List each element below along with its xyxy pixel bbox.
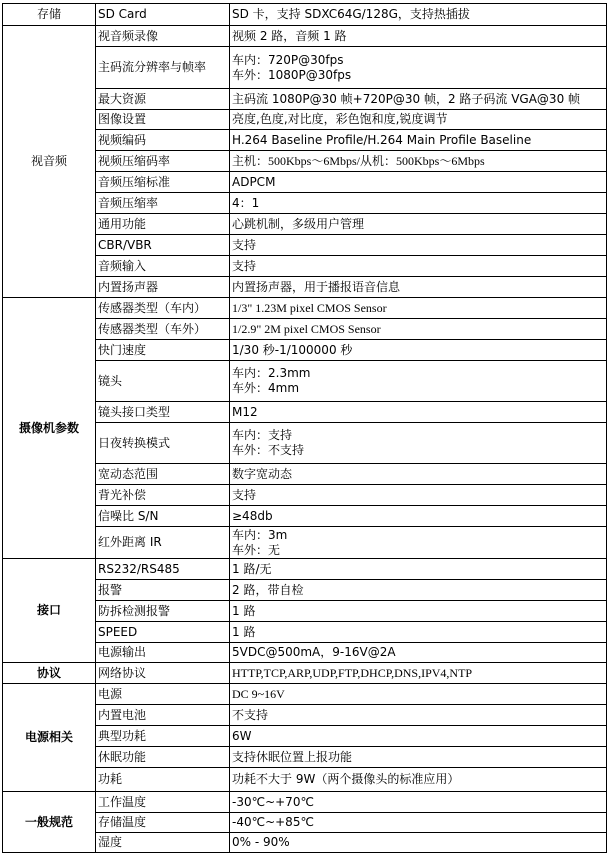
param-value-cell	[230, 130, 607, 151]
value-line: 视频 2 路，音频 1 路	[232, 28, 347, 43]
value-line: DC 9~16V	[232, 686, 285, 701]
param-name-cell: 报警	[96, 580, 230, 601]
param-name-cell: 休眠功能	[96, 747, 230, 768]
param-value-cell	[230, 151, 607, 172]
param-value-cell	[230, 256, 607, 277]
param-name-cell: 红外距离 IR	[96, 527, 230, 559]
param-value-cell	[230, 423, 607, 464]
param-value-cell	[230, 622, 607, 643]
param-name-cell: 传感器类型（车外）	[96, 319, 230, 340]
param-value-cell	[230, 172, 607, 193]
value-line: 支持	[232, 487, 257, 502]
category-cell: 电源相关	[3, 684, 96, 792]
value-line: SD 卡，支持 SDXC64G/128G，支持热插拔	[232, 7, 470, 21]
value-line: 5VDC@500mA，9-16V@2A	[232, 645, 396, 659]
param-name-cell: 防拆检测报警	[96, 601, 230, 622]
param-value-cell	[230, 705, 607, 726]
value-line: 1 路/无	[232, 561, 272, 576]
category-cell: 存储	[3, 4, 96, 26]
param-name-cell: 背光补偿	[96, 485, 230, 506]
param-name-cell: 音频压缩标准	[96, 172, 230, 193]
value-line: -30℃~+70℃	[232, 794, 314, 809]
spec-row	[3, 298, 607, 319]
value-line: 车内：3m	[232, 527, 288, 542]
value-line: -40℃~+85℃	[232, 815, 314, 829]
param-name-cell: 快门速度	[96, 340, 230, 361]
spec-table-body	[3, 4, 607, 853]
param-name-cell: 主码流分辨率与帧率	[96, 47, 230, 89]
param-name-cell: 最大资源	[96, 89, 230, 110]
value-line: M12	[232, 404, 258, 419]
value-line: 支持休眠位置上报功能	[232, 749, 353, 764]
param-value-cell	[230, 506, 607, 527]
param-name-cell: SD Card	[96, 4, 230, 26]
value-line: 2 路，带自检	[232, 582, 304, 597]
param-name-cell: CBR/VBR	[96, 235, 230, 256]
param-value-cell	[230, 319, 607, 340]
param-name-cell: 通用功能	[96, 214, 230, 235]
value-line: 车内：2.3mm	[232, 366, 311, 380]
spec-row	[3, 792, 607, 813]
value-line: 1 路	[232, 624, 256, 639]
spec-row	[3, 684, 607, 705]
param-value-cell	[230, 110, 607, 130]
spec-table	[2, 3, 607, 853]
param-value-cell	[230, 464, 607, 485]
param-name-cell: RS232/RS485	[96, 559, 230, 580]
param-name-cell: 镜头接口类型	[96, 402, 230, 423]
value-line: 1 路	[232, 603, 256, 618]
param-value-cell	[230, 813, 607, 833]
value-line: H.264 Baseline Profile/H.264 Main Profile Baseline	[232, 132, 532, 147]
value-line: 亮度,色度,对比度，彩色饱和度,锐度调节	[232, 112, 448, 126]
param-value-cell	[230, 277, 607, 298]
param-value-cell	[230, 485, 607, 506]
param-name-cell: 视音频录像	[96, 26, 230, 47]
value-line: 支持	[232, 258, 257, 273]
param-name-cell: 视频压缩码率	[96, 151, 230, 172]
value-line: 1/3" 1.23M pixel CMOS Sensor	[232, 300, 387, 315]
category-cell: 摄像机参数	[3, 298, 96, 559]
value-line: 主机：500Kbps～6Mbps/从机：500Kbps～6Mbps	[232, 153, 485, 168]
value-line: 数字宽动态	[232, 466, 293, 481]
value-line: HTTP,TCP,ARP,UDP,FTP,DHCP,DNS,IPV4,NTP	[232, 665, 473, 680]
param-name-cell: 存储温度	[96, 813, 230, 833]
value-line: 不支持	[232, 707, 269, 722]
value-line: 车外：4mm	[232, 381, 300, 395]
param-value-cell	[230, 47, 607, 89]
param-name-cell: 镜头	[96, 361, 230, 402]
param-name-cell: 工作温度	[96, 792, 230, 813]
value-line: 车内：支持	[232, 428, 293, 442]
param-value-cell	[230, 580, 607, 601]
param-value-cell	[230, 26, 607, 47]
param-name-cell: 典型功耗	[96, 726, 230, 747]
param-name-cell: 湿度	[96, 833, 230, 853]
param-value-cell	[230, 833, 607, 853]
param-value-cell	[230, 726, 607, 747]
value-line: 车内：720P@30fps	[232, 52, 344, 67]
param-value-cell	[230, 663, 607, 684]
spec-row	[3, 559, 607, 580]
param-name-cell: 功耗	[96, 768, 230, 792]
value-line: 心跳机制，多级用户管理	[232, 216, 365, 231]
param-value-cell	[230, 4, 607, 26]
param-name-cell: 图像设置	[96, 110, 230, 130]
param-value-cell	[230, 792, 607, 813]
value-line: ≥48db	[232, 508, 273, 523]
param-value-cell	[230, 89, 607, 110]
value-line: 车外：无	[232, 542, 281, 557]
category-cell: 视音频	[3, 26, 96, 298]
category-cell: 接口	[3, 559, 96, 663]
value-line: 内置扬声器，用于播报语音信息	[232, 279, 401, 294]
param-name-cell: 内置电池	[96, 705, 230, 726]
param-value-cell	[230, 298, 607, 319]
category-cell: 一般规范	[3, 792, 96, 853]
param-value-cell	[230, 643, 607, 663]
category-cell: 协议	[3, 663, 96, 684]
value-line: 支持	[232, 237, 257, 252]
param-name-cell: 音频压缩率	[96, 193, 230, 214]
param-name-cell: 视频编码	[96, 130, 230, 151]
param-name-cell: SPEED	[96, 622, 230, 643]
value-line: 主码流 1080P@30 帧+720P@30 帧，2 路子码流 VGA@30 帧	[232, 91, 581, 106]
value-line: 车外：1080P@30fps	[232, 67, 352, 82]
param-value-cell	[230, 214, 607, 235]
param-value-cell	[230, 340, 607, 361]
value-line: 功耗不大于 9W（两个摄像头的标准应用）	[232, 772, 460, 786]
spec-row	[3, 26, 607, 47]
param-name-cell: 日夜转换模式	[96, 423, 230, 464]
param-value-cell	[230, 235, 607, 256]
value-line: ADPCM	[232, 174, 276, 189]
spec-row	[3, 663, 607, 684]
param-value-cell	[230, 559, 607, 580]
value-line: 0% - 90%	[232, 835, 290, 849]
param-name-cell: 宽动态范围	[96, 464, 230, 485]
param-value-cell	[230, 361, 607, 402]
param-name-cell: 电源输出	[96, 643, 230, 663]
param-name-cell: 音频输入	[96, 256, 230, 277]
param-value-cell	[230, 193, 607, 214]
value-line: 车外：不支持	[232, 443, 305, 457]
param-name-cell: 信噪比 S/N	[96, 506, 230, 527]
param-name-cell: 网络协议	[96, 663, 230, 684]
value-line: 1/30 秒-1/100000 秒	[232, 342, 353, 357]
param-name-cell: 传感器类型（车内）	[96, 298, 230, 319]
param-name-cell: 电源	[96, 684, 230, 705]
param-name-cell: 内置扬声器	[96, 277, 230, 298]
param-value-cell	[230, 601, 607, 622]
param-value-cell	[230, 684, 607, 705]
param-value-cell	[230, 527, 607, 559]
value-line: 6W	[232, 728, 252, 743]
param-value-cell	[230, 768, 607, 792]
param-value-cell	[230, 747, 607, 768]
value-line: 1/2.9" 2M pixel CMOS Sensor	[232, 321, 381, 336]
spec-row	[3, 4, 607, 26]
value-line: 4：1	[232, 195, 260, 210]
param-value-cell	[230, 402, 607, 423]
